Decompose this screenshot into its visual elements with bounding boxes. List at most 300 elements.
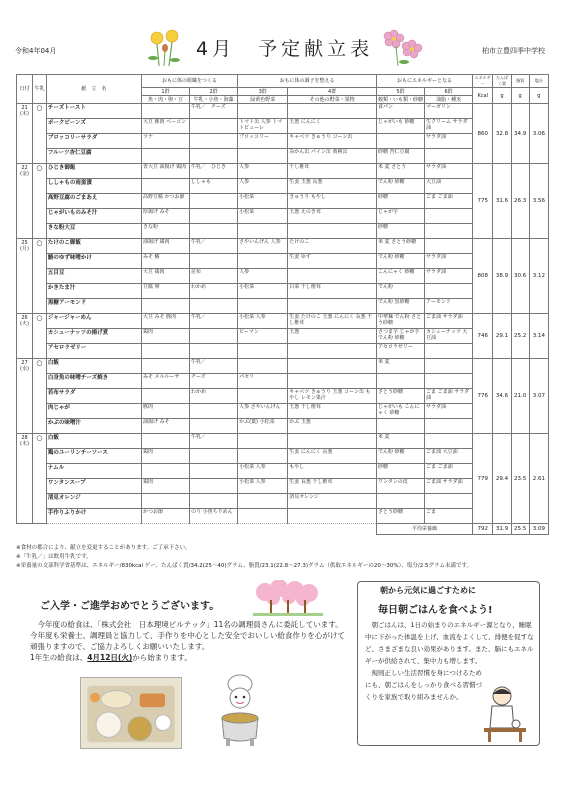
ingredient-g2	[190, 329, 238, 344]
menu-row	[17, 134, 549, 149]
fat-unit: g	[511, 88, 529, 104]
ingredient-g2	[190, 224, 238, 239]
dish-name: 高野豆腐のごまあえ	[46, 194, 141, 209]
dish-name: カシューナッツの揚げ煮	[46, 329, 141, 344]
page-header	[0, 0, 565, 72]
menu-row	[17, 494, 549, 509]
ingredient-g1: 鶏肉	[141, 329, 189, 344]
ingredient-g4: 玉葱 えのき茸	[288, 209, 377, 224]
ingredient-g3: パセリ	[238, 374, 288, 389]
kcal-header: エネルギー	[473, 75, 493, 88]
note-line: ※栄養量の文部科学省基準は、エネルギー/830kcal ゲー、たんぱく質/34.2(25〜40)グラム、脂質/23.1(22.8〜27.3)グラム（供取エネルギーの20〜30%）、塩分/2.5グラム未満です。	[16, 563, 473, 569]
dish-name: アセロラゼリー	[46, 344, 141, 359]
fat-value: 26.3	[511, 164, 529, 239]
ingredient-g1: 高野豆腐 かつお節	[141, 194, 189, 209]
salt-value: 3.06	[529, 104, 548, 164]
ingredient-g4: 生姜 ゆず	[288, 254, 377, 269]
ingredient-g5: アセロラゼリー	[376, 344, 424, 359]
ingredient-g2: チーズ	[190, 374, 238, 389]
average-spacer	[17, 524, 377, 535]
menu-row	[17, 449, 549, 464]
ingredient-g6	[425, 359, 473, 374]
body-group-header: おもに体の組織をつくる	[141, 75, 237, 88]
ingredient-g6: 生クリーム サラダ油	[425, 119, 473, 134]
energy-value: 808	[473, 239, 493, 314]
ingredient-g1	[141, 179, 189, 194]
ingredient-g1	[141, 104, 189, 119]
era-date: 令和4年04月	[15, 47, 57, 55]
group5-sub: 穀類・いも類・砂糖	[377, 96, 423, 103]
ingredient-g4: もやし	[288, 464, 377, 479]
ingredient-g2	[190, 419, 238, 434]
ingredient-g1: 大豆 豚肉 ベーコン	[141, 119, 189, 134]
ingredient-g5: 砂糖	[376, 464, 424, 479]
energy-group-header: おもにエネルギーとなる	[376, 75, 472, 88]
date-number: 22	[21, 165, 28, 171]
dish-name: 清見オレンジ	[46, 494, 141, 509]
group5-header: 5群	[376, 88, 424, 96]
menu-row	[17, 254, 549, 269]
page-title: 4月 予定献立表	[196, 38, 374, 60]
protein-value: 38.9	[493, 239, 511, 314]
dish-name: ポークビーンズ	[46, 119, 141, 134]
ingredient-g1: 豆腐 卵	[141, 284, 189, 299]
ingredient-g1: みそ メルルーサ	[141, 374, 189, 389]
ingredient-g6: ごま ごま油 サラダ油	[425, 389, 473, 404]
dish-name: 肉じゃが	[46, 404, 141, 419]
menu-row	[17, 314, 549, 329]
ingredient-g4	[288, 104, 377, 119]
dish-name: 鰆のゆず味噌かけ	[46, 254, 141, 269]
ingredient-g4	[288, 344, 377, 359]
notice-pre: 1年生の給食は、	[30, 653, 88, 662]
menu-row	[17, 359, 549, 374]
ingredient-g4: キャベツ きゅうり 玉葱 コーン缶 もやし レモン果汁	[288, 389, 377, 404]
day-of-week: (木)	[20, 441, 29, 447]
day-of-week: (水)	[20, 366, 29, 372]
ingredient-g4	[288, 434, 377, 449]
energy-value: 860	[473, 104, 493, 164]
date-number: 26	[21, 315, 28, 321]
milk-mark: ○	[33, 359, 47, 434]
school-lunch-photo	[80, 677, 182, 749]
average-row	[17, 524, 549, 535]
group1-header: 1群	[141, 88, 189, 96]
ingredient-g6: サラダ油	[425, 164, 473, 179]
dish-name: ししゃもの南蛮漬	[46, 179, 141, 194]
ingredient-g5: じゃがいも 砂糖	[376, 119, 424, 134]
ingredient-g5: でん粉 砂糖	[376, 449, 424, 464]
ingredient-g6	[425, 494, 473, 509]
milk-mark: ○	[33, 104, 47, 164]
ingredient-g3	[238, 389, 288, 404]
ingredient-g5: でん粉 砂糖	[376, 254, 424, 269]
dish-name: チーズトースト	[46, 104, 141, 119]
dish-name: 五目豆	[46, 269, 141, 284]
dish-name: 手作りふりかけ	[46, 509, 141, 524]
day-date	[17, 104, 33, 164]
ingredient-g6: サラダ油	[425, 404, 473, 419]
ingredient-g5	[376, 419, 424, 434]
day-of-week: (月)	[20, 246, 29, 252]
ingredient-g2: 牛乳／	[190, 314, 238, 329]
dish-name: 白身魚の味噌チーズ焼き	[46, 374, 141, 389]
ingredient-g6: ごま油 サラダ油	[425, 479, 473, 494]
ingredient-g2	[190, 344, 238, 359]
ingredient-g1: 厚揚げ みそ	[141, 209, 189, 224]
dish-name: かぶの味噌汁	[46, 419, 141, 434]
group4-header: 4群	[288, 88, 377, 96]
menu-row	[17, 179, 549, 194]
fat-value: 21.0	[511, 359, 529, 434]
protein-value: 29.4	[493, 434, 511, 524]
cherry-blossom-illustration	[253, 580, 323, 616]
ingredient-g3: 小松菜	[238, 209, 288, 224]
ingredient-g5: さとう砂糖	[376, 389, 424, 404]
ingredient-g3	[238, 104, 288, 119]
ingredient-g5: 米 麦 さとう	[376, 164, 424, 179]
group4-sub: その他の野菜・果物	[288, 96, 377, 104]
dish-name: 白飯	[46, 434, 141, 449]
ingredient-g5: 食パン	[376, 104, 424, 119]
average-salt: 3.09	[529, 524, 548, 535]
dish-name: ひじき御飯	[46, 164, 141, 179]
day-date	[17, 434, 33, 524]
ingredient-g4: 白菜 干し椎茸	[288, 284, 377, 299]
ingredient-g1: かつお節	[141, 509, 189, 524]
ingredient-g3: ピーマン	[238, 329, 288, 344]
average-energy: 792	[473, 524, 493, 535]
congrats-message	[30, 619, 350, 663]
ingredient-g1	[141, 149, 189, 164]
chef-character-illustration	[212, 672, 268, 748]
date-number: 21	[21, 105, 28, 111]
ingredient-g3	[238, 299, 288, 314]
ingredient-g1	[141, 359, 189, 374]
ingredient-g1: 大豆 みそ 豚肉	[141, 314, 189, 329]
ingredient-g4: 玉葱 にんにく	[288, 119, 377, 134]
dish-name: 白飯	[46, 359, 141, 374]
ingredient-g1: 油揚げ みそ	[141, 419, 189, 434]
ingredient-g4: 玉葱 干し椎茸	[288, 404, 377, 419]
ingredient-g5: 砂糖	[376, 194, 424, 209]
dish-name: ワンタンスープ	[46, 479, 141, 494]
protein-value: 31.6	[493, 164, 511, 239]
ingredient-g1	[141, 389, 189, 404]
ingredient-g3: 人参	[238, 269, 288, 284]
ingredient-g6: ごま油 サラダ油	[425, 314, 473, 329]
first-grade-notice	[30, 652, 350, 663]
menu-row	[17, 119, 549, 134]
ingredient-g6: アーモンド	[425, 299, 473, 314]
ingredient-g3: ブロッコリー	[238, 134, 288, 149]
ingredient-g2	[190, 479, 238, 494]
dish-name: 若布サラダ	[46, 389, 141, 404]
date-number: 27	[21, 360, 28, 366]
ingredient-g4	[288, 509, 377, 524]
group2-header: 2群	[190, 88, 238, 96]
ingredient-g5: 米 麦	[376, 434, 424, 449]
ingredient-g5: でん粉	[376, 284, 424, 299]
notice-post: から始まります。	[132, 653, 192, 662]
group6-header: 6群	[425, 88, 473, 96]
dish-name: ナムル	[46, 464, 141, 479]
group2-sub: 牛乳・小魚・海藻	[190, 96, 238, 104]
menu-row	[17, 374, 549, 389]
menu-row	[17, 329, 549, 344]
dish-name: 鶏のユーリンチーソース	[46, 449, 141, 464]
ingredient-g3: 小松菜	[238, 284, 288, 299]
breakfast-paragraph-2: 規則正しい生活習慣を身につけるためにも、朝ごはんをしっかり食べる習慣づくりを家族で取り組みませんか。	[365, 669, 482, 701]
ingredient-g4: キャベツ きゅうり コーン缶	[288, 134, 377, 149]
dish-name: フルーツ杏仁豆腐	[46, 149, 141, 164]
ingredient-g1	[141, 464, 189, 479]
day-date	[17, 164, 33, 239]
school-name: 柏市立豊四季中学校	[482, 47, 545, 55]
day-of-week: (木)	[20, 111, 29, 117]
ingredient-g2	[190, 119, 238, 134]
ingredient-g5	[376, 374, 424, 389]
date-number: 25	[21, 240, 28, 246]
ingredient-g1	[141, 434, 189, 449]
average-fat: 25.5	[511, 524, 529, 535]
ingredient-g3: 小松菜 人参	[238, 464, 288, 479]
salt-value: 2.61	[529, 434, 548, 524]
ingredient-g1: 油揚げ 鶏肉	[141, 239, 189, 254]
menu-row	[17, 389, 549, 404]
ingredient-g6: マーガリン	[425, 104, 473, 119]
dish-name: きな粉大豆	[46, 224, 141, 239]
ingredient-g4: 生姜 長葱 干し椎茸	[288, 479, 377, 494]
ingredient-g2: わかめ	[190, 389, 238, 404]
ingredient-g3	[238, 149, 288, 164]
ingredient-g4: 生姜 たけのこ 玉葱 にんにく 長葱 干し椎茸	[288, 314, 377, 329]
menu-row	[17, 299, 549, 314]
ingredient-g6	[425, 209, 473, 224]
ingredient-g6: ごま	[425, 509, 473, 524]
ingredient-g2: 牛乳／	[190, 239, 238, 254]
dish-name: ジャージャーめん	[46, 314, 141, 329]
energy-value: 775	[473, 164, 493, 239]
ingredient-g5	[376, 494, 424, 509]
dish-name: たけのこ御飯	[46, 239, 141, 254]
ingredient-g6	[425, 224, 473, 239]
protein-value: 34.6	[493, 359, 511, 434]
ingredient-g2	[190, 299, 238, 314]
ingredient-g2	[190, 449, 238, 464]
fat-value: 25.2	[511, 314, 529, 359]
ingredient-g5: でん粉 砂糖	[376, 179, 424, 194]
ingredient-g1: ツナ	[141, 134, 189, 149]
ingredient-g5	[376, 134, 424, 149]
ingredient-g4: みかん缶 パイン缶 黄桃缶	[288, 149, 377, 164]
note-line: ※食材の都合により、献立を変更することがあります。ご了承下さい。	[16, 545, 191, 551]
ingredient-g4	[288, 374, 377, 389]
ingredient-g5: 砂糖	[376, 224, 424, 239]
ingredient-g2	[190, 194, 238, 209]
salt-unit: g	[529, 88, 548, 104]
ingredient-g1: 鶏肉	[141, 449, 189, 464]
menu-row	[17, 404, 549, 419]
day-date	[17, 359, 33, 434]
menu-row	[17, 464, 549, 479]
breakfast-heading: 朝から元気に過ごすために	[380, 586, 476, 595]
ingredient-g3	[238, 254, 288, 269]
pink-flower-illustration	[380, 24, 426, 68]
menu-row	[17, 209, 549, 224]
menu-row	[17, 194, 549, 209]
ingredient-g5: 中華麺 でん粉 さとう砂糖	[376, 314, 424, 329]
group1-sub: 魚・肉・卵・豆	[141, 96, 189, 104]
ingredient-g3: トマト缶 人参 トマトピューレ	[238, 119, 288, 134]
milk-header: 牛乳	[33, 75, 47, 104]
menu-row	[17, 269, 549, 284]
ingredient-g2: ししゃも	[190, 179, 238, 194]
ingredient-g6: ごま ごま油	[425, 464, 473, 479]
dish-name: ブロッコリーサラダ	[46, 134, 141, 149]
protein-value: 32.8	[493, 104, 511, 164]
ingredient-g6: ごま ごま油	[425, 194, 473, 209]
ingredient-g6	[425, 239, 473, 254]
ingredient-g5: こんにゃく 砂糖	[376, 269, 424, 284]
ingredient-g2	[190, 254, 238, 269]
menu-row	[17, 149, 549, 164]
milk-mark: ○	[33, 314, 47, 359]
kcal-unit: Kcal	[473, 88, 493, 104]
ingredient-g1: 大豆 鶏肉	[141, 269, 189, 284]
ingredient-g4: 生姜 にんにく 長葱	[288, 449, 377, 464]
ingredient-g2	[190, 464, 238, 479]
ingredient-g2	[190, 134, 238, 149]
ingredient-g3	[238, 434, 288, 449]
ingredient-g2	[190, 494, 238, 509]
ingredient-g2	[190, 149, 238, 164]
ingredient-g5: 米 麦 さとう砂糖	[376, 239, 424, 254]
average-protein: 31.9	[493, 524, 511, 535]
ingredient-g6	[425, 149, 473, 164]
group3-sub: 緑黄色野菜	[238, 96, 288, 104]
ingredient-g3: さやいんげん 人参	[238, 239, 288, 254]
energy-value: 776	[473, 359, 493, 434]
menu-row	[17, 224, 549, 239]
protein-unit: g	[493, 88, 511, 104]
ingredient-g1: きな粉	[141, 224, 189, 239]
ingredient-g4: かぶ 玉葱	[288, 419, 377, 434]
ingredient-g1	[141, 299, 189, 314]
ingredient-g5: さとう砂糖	[376, 509, 424, 524]
ingredient-g4: きゅうり もやし	[288, 194, 377, 209]
milk-mark: ○	[33, 239, 47, 314]
breakfast-title: 毎日朝ごはんを食べよう!	[378, 605, 493, 616]
ingredient-g1	[141, 494, 189, 509]
ingredient-g3: 人参	[238, 164, 288, 179]
ingredient-g3	[238, 344, 288, 359]
ingredient-g6: サラダ油	[425, 254, 473, 269]
dish-name: かきたま汁	[46, 284, 141, 299]
ingredient-g3: 小松菜 人参	[238, 314, 288, 329]
ingredient-g5: じゃがいも こんにゃく 砂糖	[376, 404, 424, 419]
ingredient-g4: 清見オレンジ	[288, 494, 377, 509]
group6-sub: 油脂・種実	[425, 96, 473, 104]
ingredient-g2: 牛乳／ ひじき	[190, 164, 238, 179]
ingredient-g6: サラダ油	[425, 134, 473, 149]
dandelion-illustration	[145, 24, 185, 68]
ingredient-g4	[288, 359, 377, 374]
ingredient-g5: さつま芋 じゃが芋 でん粉 砂糖	[376, 329, 424, 344]
menu-row	[17, 479, 549, 494]
ingredient-g4	[288, 269, 377, 284]
ingredient-g3	[238, 224, 288, 239]
ingredient-g3	[238, 359, 288, 374]
start-date: 4月12日(火)	[87, 653, 133, 662]
ingredient-g5: 砂糖 杏仁豆腐	[376, 149, 424, 164]
menu-row	[17, 284, 549, 299]
ingredient-g3	[238, 449, 288, 464]
dish-name: 黒糖アーモンド	[46, 299, 141, 314]
date-number: 28	[21, 435, 28, 441]
ingredient-g6	[425, 344, 473, 359]
ingredient-g5: 米 麦	[376, 359, 424, 374]
ingredient-g5: ワンタンの皮	[376, 479, 424, 494]
menu-row	[17, 164, 549, 179]
ingredient-g6	[425, 284, 473, 299]
ingredient-g4: 生姜 玉葱 長葱	[288, 179, 377, 194]
average-label: 平均栄養価	[376, 524, 472, 535]
energy-value: 746	[473, 314, 493, 359]
ingredient-g3: かぶ(葉) 小松菜	[238, 419, 288, 434]
ingredient-g4: 玉葱	[288, 329, 377, 344]
breakfast-paragraph-1: 朝ごはんは、1日の始まりのエネルギー源となり、睡眠中に下がった体温を上げ、血流をよくして、排便を促すなど、さまざまな良い効果があります。また、脳にもエネルギーが供給されて、集中力も増します。	[365, 621, 534, 665]
congrats-title: ご入学・ご進学おめでとうございます。	[40, 601, 220, 612]
menu-row	[17, 239, 549, 254]
ingredient-g6: カシューナッツ 大豆油	[425, 329, 473, 344]
ingredient-g3: 小松菜	[238, 194, 288, 209]
menu-table	[16, 74, 549, 535]
fat-value: 34.9	[511, 104, 529, 164]
dish-name: じゃがいものみそ汁	[46, 209, 141, 224]
ingredient-g6: ごま油 大豆油	[425, 449, 473, 464]
ingredient-g3: 小松菜 人参	[238, 479, 288, 494]
ingredient-g2: 牛乳／	[190, 359, 238, 374]
group3-header: 3群	[238, 88, 288, 96]
ingredient-g4: 干し椎茸	[288, 164, 377, 179]
ingredient-g2: 牛乳／ チーズ	[190, 104, 238, 119]
salt-value: 3.12	[529, 239, 548, 314]
ingredient-g1	[141, 344, 189, 359]
ingredient-g3	[238, 509, 288, 524]
ingredient-g2	[190, 209, 238, 224]
day-of-week: (火)	[20, 321, 29, 327]
ingredient-g4	[288, 224, 377, 239]
salt-value: 3.14	[529, 314, 548, 359]
protein-value: 29.1	[493, 314, 511, 359]
menu-row	[17, 509, 549, 524]
salt-header: 塩分	[529, 75, 548, 88]
note-line: ※「牛乳／」は飲用牛乳です。	[16, 554, 92, 560]
menu-row	[17, 104, 549, 119]
ingredient-g3: 人参	[238, 179, 288, 194]
salt-value: 3.07	[529, 359, 548, 434]
menu-row	[17, 344, 549, 359]
ingredient-g4	[288, 299, 377, 314]
ingredient-g5: じゃが芋	[376, 209, 424, 224]
day-date	[17, 314, 33, 359]
protein-header: たんぱく質	[493, 75, 511, 88]
fat-header: 脂質	[511, 75, 529, 88]
ingredient-g1: 青大豆 油揚げ 鶏肉	[141, 164, 189, 179]
ingredient-g1: みそ 鰆	[141, 254, 189, 269]
ingredient-g3	[238, 494, 288, 509]
